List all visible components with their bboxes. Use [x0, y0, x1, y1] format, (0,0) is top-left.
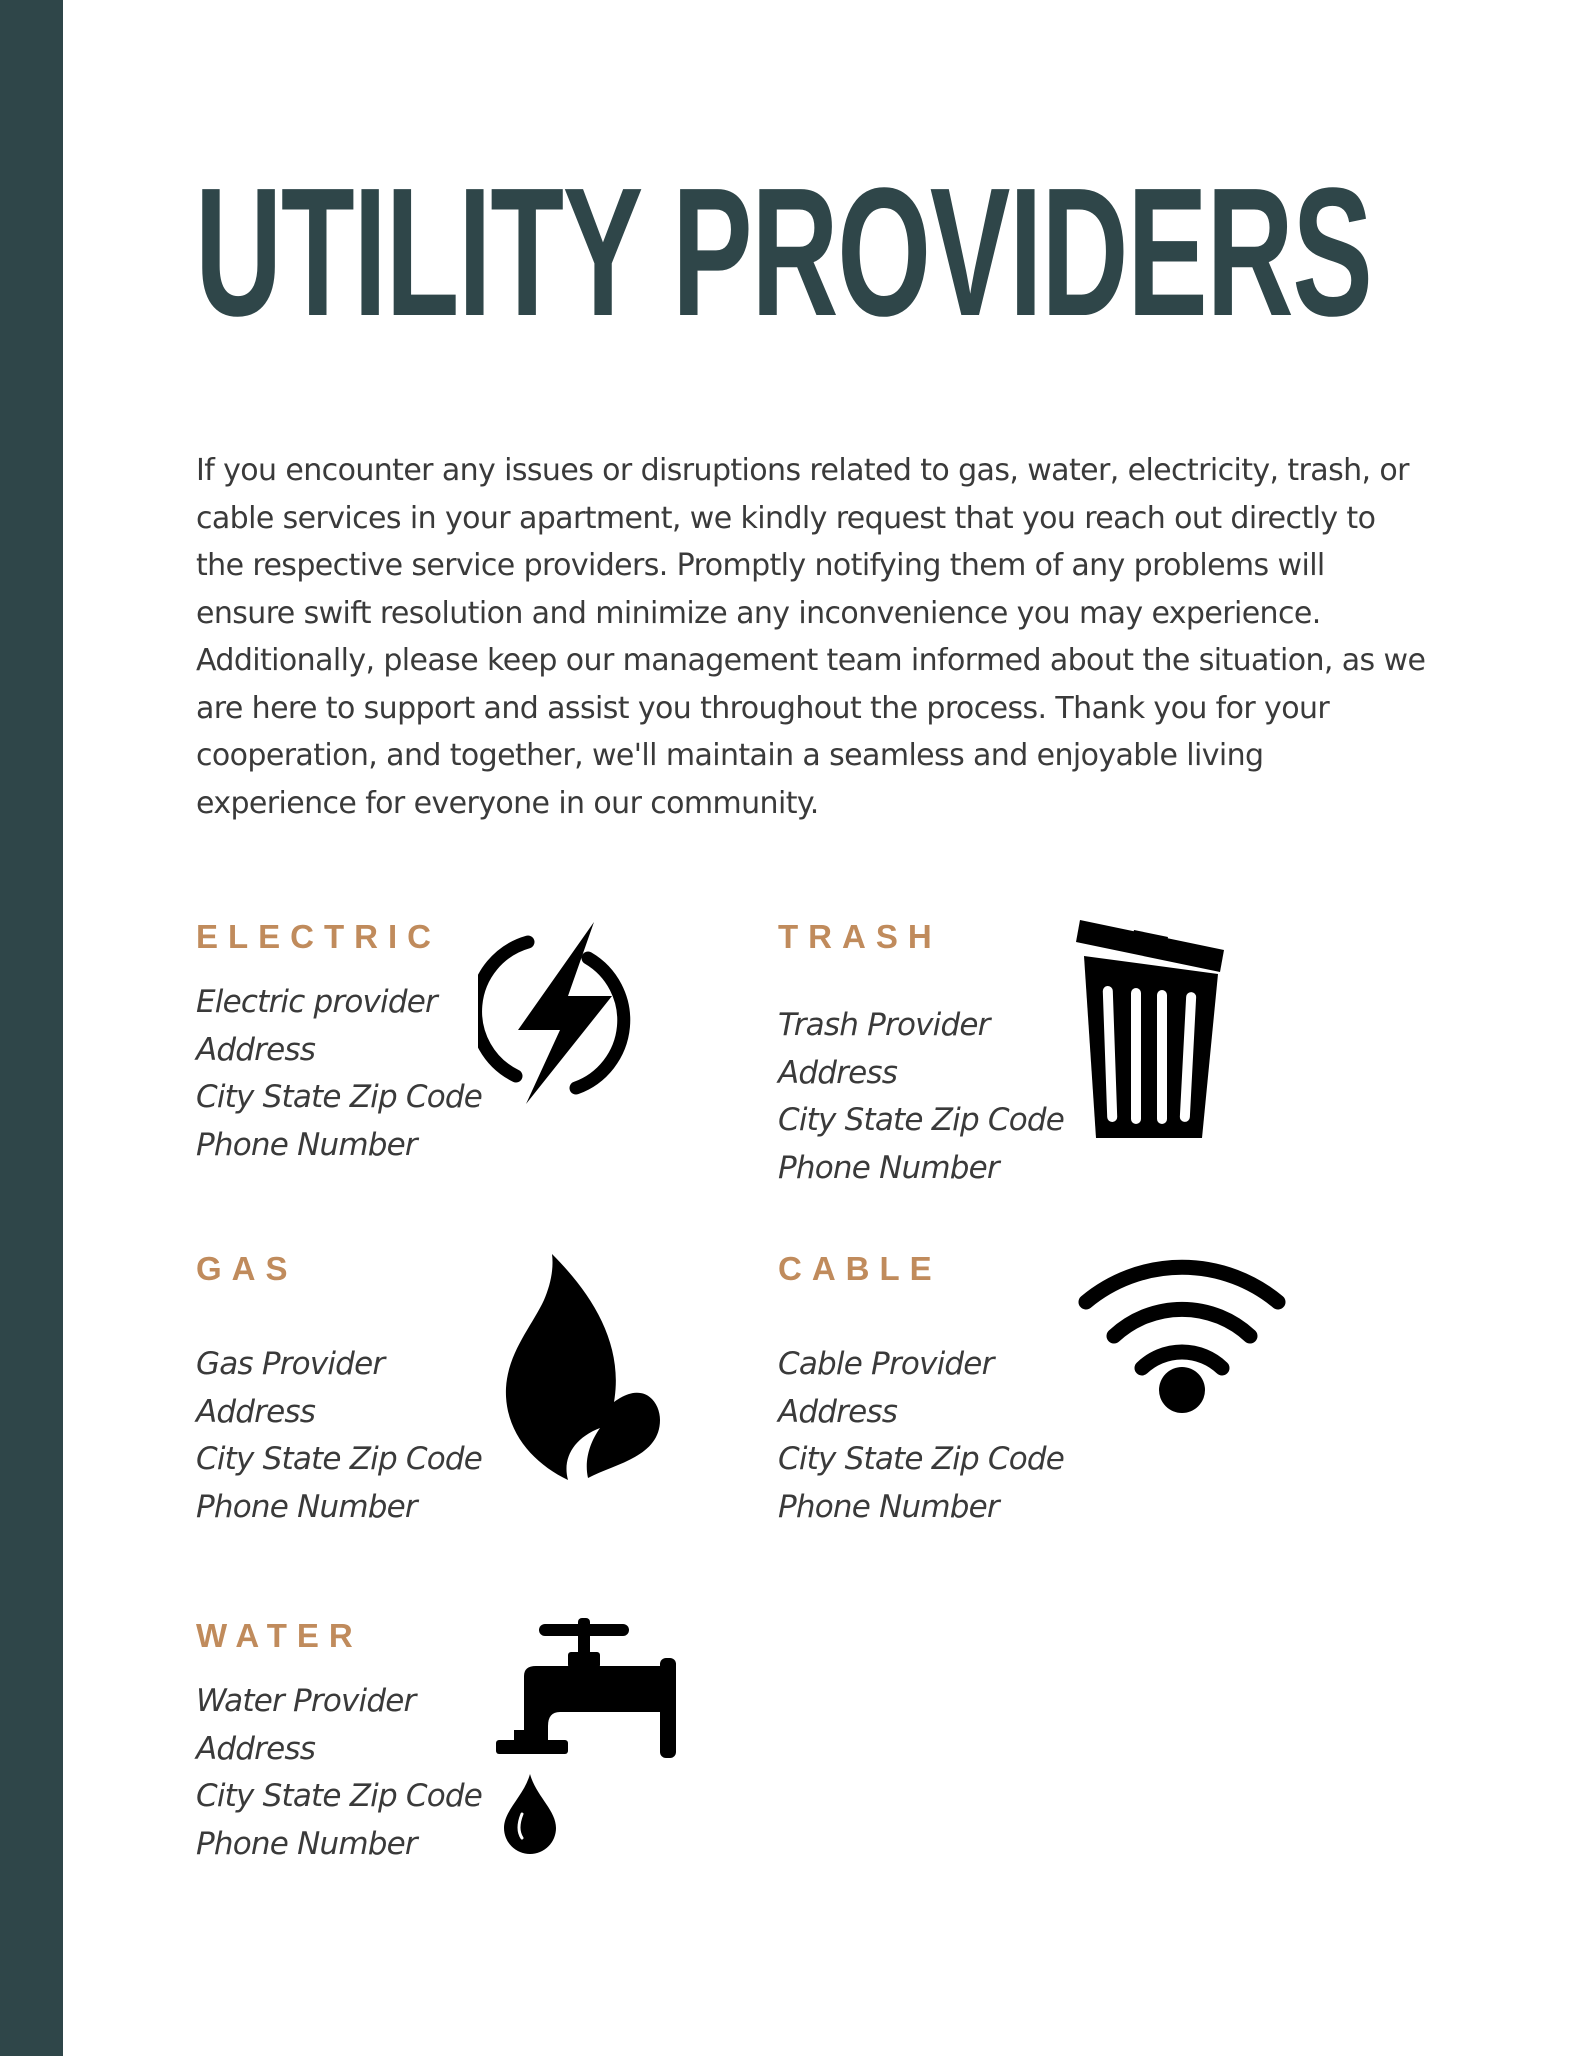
- cable-phone: Phone Number: [778, 1488, 999, 1525]
- cable-address: Address: [778, 1393, 898, 1430]
- intro-paragraph: If you encounter any issues or disruptions related to gas, water, electricity, trash, or cable services in your apartment, we kindly request that you reach out directly to the respective service providers. Promptly notifying them of any problems will ensure swift resolution and minimize any inconvenience you may experience. Additionally, please keep our management team informed about the situation, as we are here to support and assist you throughout the process. Thank you for your cooperation, and together, we'll maintain a seamless and enjoyable living experience for everyone in our community.: [196, 453, 1426, 821]
- page-title: UTILITY PROVIDERS: [195, 149, 1372, 354]
- gas-city-state-zip: City State Zip Code: [196, 1441, 483, 1477]
- trash-city-state-zip: City State Zip Code: [778, 1102, 1065, 1138]
- water-city-state-zip: City State Zip Code: [196, 1778, 483, 1814]
- water-address: Address: [196, 1730, 316, 1767]
- cable-city-state-zip: City State Zip Code: [778, 1441, 1065, 1477]
- trash-heading: TRASH: [778, 918, 942, 955]
- lightning-bolt-icon: [478, 918, 644, 1108]
- trash-phone: Phone Number: [778, 1149, 999, 1186]
- water-faucet-icon: [496, 1618, 682, 1858]
- electric-details: [196, 979, 482, 1169]
- gas-provider-name: Gas Provider: [196, 1346, 385, 1382]
- water-heading: WATER: [196, 1617, 363, 1654]
- gas-heading: GAS: [196, 1250, 298, 1287]
- wifi-icon: [1078, 1252, 1286, 1416]
- cable-details: [778, 1341, 1064, 1531]
- electric-phone: Phone Number: [196, 1126, 417, 1163]
- trash-can-icon: [1074, 920, 1226, 1138]
- trash-provider-name: Trash Provider: [778, 1007, 990, 1043]
- gas-address: Address: [196, 1393, 316, 1430]
- water-details: [196, 1678, 482, 1868]
- cable-heading: CABLE: [778, 1250, 942, 1287]
- water-provider-name: Water Provider: [196, 1683, 416, 1719]
- gas-phone: Phone Number: [196, 1488, 417, 1525]
- electric-address: Address: [196, 1031, 316, 1068]
- trash-details: [778, 1002, 1064, 1192]
- trash-address: Address: [778, 1054, 898, 1091]
- gas-details: [196, 1341, 482, 1531]
- flame-icon: [504, 1252, 664, 1482]
- water-phone: Phone Number: [196, 1825, 417, 1862]
- electric-provider-name: Electric provider: [196, 984, 437, 1020]
- sidebar-stripe: [0, 0, 63, 2056]
- cable-provider-name: Cable Provider: [778, 1346, 994, 1382]
- electric-city-state-zip: City State Zip Code: [196, 1079, 483, 1115]
- electric-heading: ELECTRIC: [196, 918, 441, 955]
